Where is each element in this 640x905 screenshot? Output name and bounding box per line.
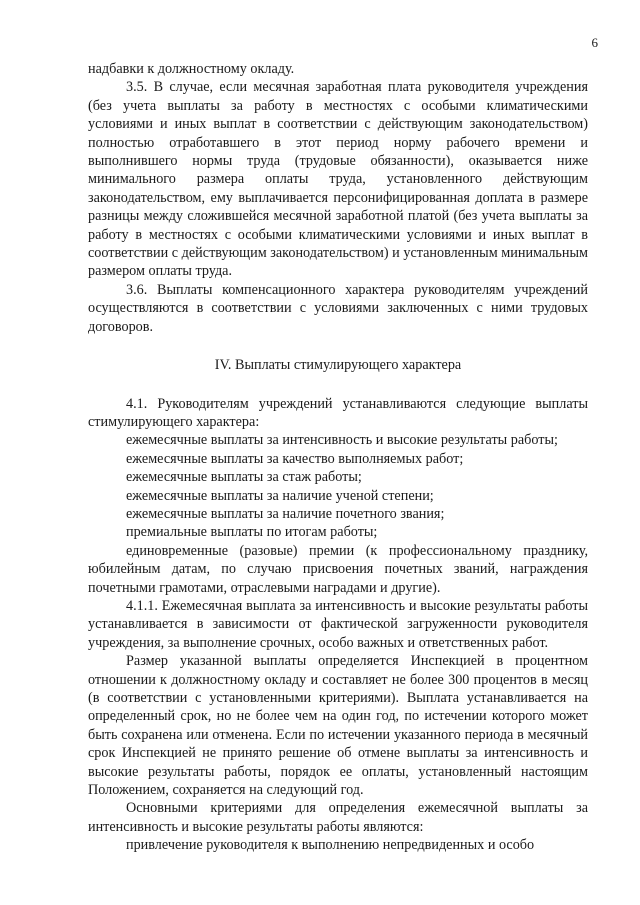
list-item: ежемесячные выплаты за стаж работы; <box>126 469 362 486</box>
list-item: премиальные выплаты по итогам работы; <box>126 524 378 541</box>
paragraph-3-6: 3.6. Выплаты компенсационного характера руководителям учреждений осуществляются в соответствии с условиями заключенных с ними трудовых договоров. <box>88 281 588 335</box>
paragraph: Размер указанной выплаты определяется Инспекцией в процентном отношении к должностному окладу и составляет не более 300 процентов в месяц (в соответствии с установленными критериями). Выплата устанавливается на определенный срок, но не более чем на один год, по истечении которого может быть сохранена или отменена. Если по истечении указанного периода в месячный срок Инспекцией не принято решение об отмене выплаты за интенсивность и высокие результаты работы, порядок ее оплаты, установленный настоящим Положением, сохраняется на следующий год. <box>88 653 588 799</box>
page-number: 6 <box>591 35 598 50</box>
list-item: ежемесячные выплаты за наличие ученой степени; <box>126 487 434 504</box>
list-item: ежемесячные выплаты за наличие почетного звания; <box>126 505 445 522</box>
list-item: единовременные (разовые) премии (к профессиональному празднику, юбилейным датам, по случаю присвоения почетных званий, награждения почетными грамотами, отраслевыми наградами и другие). <box>88 542 588 596</box>
paragraph-3-5: 3.5. В случае, если месячная заработная плата руководителя учреждения (без учета выплаты за работу в местностях с особыми климатическими условиями и иных выплат в соответствии с действующим законодательством) полностью отработавшего в этот период норму рабочего времени и выполнившего нормы труда (трудовые обязанности), оказывается ниже минимального размера оплаты труда, установленного действующим законодательством, ему выплачивается персонифицированная доплата в размере разницы между сложившейся месячной заработной платой (без учета выплаты за работу в местностях с особыми климатическими условиями и иных выплат в соответствии с действующим законодательством) и установленным минимальным размером оплаты труда. <box>88 79 588 280</box>
section-title: IV. Выплаты стимулирующего характера <box>214 357 462 374</box>
paragraph-4-1: 4.1. Руководителям учреждений устанавливаются следующие выплаты стимулирующего характера: <box>88 395 588 430</box>
document-body <box>88 60 588 855</box>
list-item: ежемесячные выплаты за качество выполняемых работ; <box>126 450 464 467</box>
paragraph: надбавки к должностному окладу. <box>88 61 295 77</box>
paragraph-4-1-1: 4.1.1. Ежемесячная выплата за интенсивность и высокие результаты работы устанавливается в зависимости от фактической загруженности руководителя учреждения, за выполнение срочных, особо важных и ответственных работ. <box>88 597 588 651</box>
list-item: ежемесячные выплаты за интенсивность и высокие результаты работы; <box>126 432 558 449</box>
paragraph: привлечение руководителя к выполнению непредвиденных и особо <box>126 837 535 854</box>
paragraph: Основными критериями для определения ежемесячной выплаты за интенсивность и высокие результаты работы являются: <box>88 800 588 835</box>
